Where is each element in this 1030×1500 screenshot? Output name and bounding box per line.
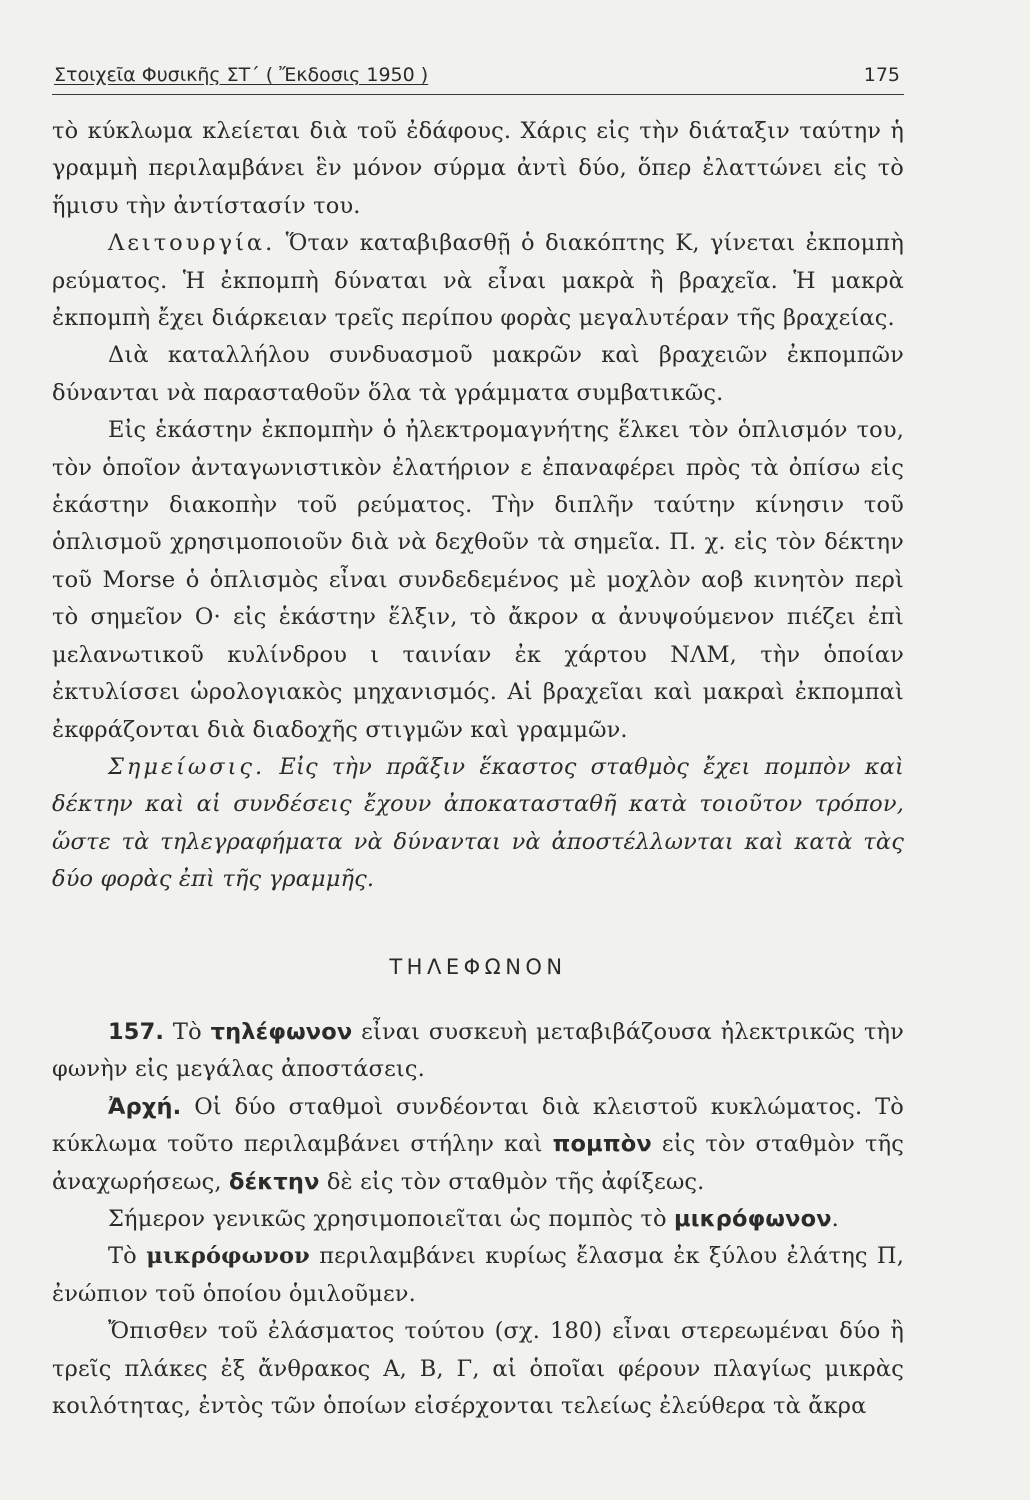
paragraph-operation xyxy=(52,225,904,337)
paragraph-combinations: Διὰ καταλλήλου συνδυασμοῦ μακρῶν καὶ βραχειῶν ἐκπομπῶν δύνανται νὰ παρασταθοῦν ὅλα τὰ γράμματα συμβατικῶς. xyxy=(52,342,904,406)
text-run: περιλαμβάνει κυρίως ἔλασμα ἐκ ξύλου ἐλάτης Π, ἐνώπιον τοῦ ὁποίου ὁμιλοῦμεν. xyxy=(52,1243,905,1307)
note-lead: Σημείωσις. xyxy=(108,753,266,780)
text-run: δὲ εἰς τὸν σταθμὸν τῆς ἀφίξεως. xyxy=(319,1168,705,1195)
operation-text: Ὅταν καταβιβασθῇ ὁ διακόπτης Κ, γίνεται ἐκπομπὴ ρεύματος. Ἡ ἐκπομπὴ δύναται νὰ εἶναι μακρὰ ἢ βραχεῖα. Ἡ μακρὰ ἐκπομπὴ ἔχει διάρκειαν τρεῖς περίπου φορὰς μεγαλυτέραν τῆς βραχείας. xyxy=(52,230,904,332)
text-run: εἶναι συσκευὴ μεταβιβάζουσα ἠλεκτρικῶς τὴν φωνὴν εἰς μεγάλας ἀποστάσεις. xyxy=(52,1018,905,1083)
term-microphone: μικρόφωνον xyxy=(674,1205,832,1232)
page-body xyxy=(52,113,904,1425)
paragraph-carbon-plates: Ὄπισθεν τοῦ ἐλάσματος τούτου (σχ. 180) εἶναι στερεωμέναι δύο ἢ τρεῖς πλάκες ἐξ ἄνθρακος Α, Β, Γ, αἱ ὁποῖαι φέρουν πλαγίως μικρὰς κοιλότητας, ἐντὸς τῶν ὁποίων εἰσέρχονται τελείως ἐλεύθερα τὰ ἄκρα xyxy=(52,1318,904,1419)
text-run: . xyxy=(831,1205,839,1232)
paragraph-continued: τὸ κύκλωμα κλείεται διὰ τοῦ ἐδάφους. Χάρις εἰς τὴν διάταξιν ταύτην ἡ γραμμὴ περιλαμβάνει ἓν μόνον σύρμα ἀντὶ δύο, ὅπερ ἐλαττώνει εἰς τὸ ἥμισυ τὴν ἀντίστασίν του. xyxy=(52,118,904,219)
paragraph-principle xyxy=(52,1089,904,1201)
paragraph-microphone-parts xyxy=(52,1238,904,1313)
note-text: Εἰς τὴν πρᾶξιν ἕκαστος σταθμὸς ἔχει πομπὸν καὶ δέκτην καὶ αἱ συνδέσεις ἔχουν ἀποκατασταθῆ κατὰ τοιοῦτον τρόπον, ὥστε τὰ τηλεγραφήματα νὰ δύνανται νὰ ἀποστέλλωνται καὶ κατὰ τὰς δύο φορὰς ἐπὶ τῆς γραμμῆς. xyxy=(52,753,904,893)
term-microphone-2: μικρόφωνον xyxy=(146,1243,310,1270)
book-page xyxy=(52,58,904,1478)
paragraph-morse-receiver: Εἰς ἑκάστην ἐκπομπὴν ὁ ἠλεκτρομαγνήτης ἕλκει τὸν ὁπλισμόν του, τὸν ὁποῖον ἀνταγωνιστικὸν ἐλατήριον ε ἐπαναφέρει πρὸς τὰ ὀπίσω εἰς ἑκάστην διακοπὴν τοῦ ρεύματος. Τὴν διπλῆν ταύτην κίνησιν τοῦ ὁπλισμοῦ χρησιμοποιοῦν διὰ νὰ δεχθοῦν τὰ σημεῖα. Π. χ. εἰς τὸν δέκτην τοῦ Morse ὁ ὁπλισμὸς εἶναι συνδεδεμένος μὲ μοχλὸν αοβ κινητὸν περὶ τὸ σημεῖον Ο· εἰς ἑκάστην ἕλξιν, τὸ ἄκρον α ἀνυψούμενον πιέζει ἐπὶ μελανωτικοῦ κυλίνδρου ι ταινίαν ἐκ χάρτου ΝΛΜ, τὴν ὁποίαν ἐκτυλίσσει ὡρολογιακὸς μηχανισμός. Αἱ βραχεῖαι καὶ μακραὶ ἐκπομπαὶ ἐκφράζονται διὰ διαδοχῆς στιγμῶν καὶ γραμμῶν. xyxy=(52,417,904,743)
running-title: Στοιχεῖα Φυσικῆς ΣΤ΄ ( Ἔκδοσις 1950 ) xyxy=(54,64,429,86)
operation-lead: Λειτουργία. xyxy=(108,230,276,257)
term-telephone: τηλέφωνον xyxy=(210,1018,353,1045)
text-run: Τὸ xyxy=(164,1018,211,1045)
text-run: εἰς τὸν σταθμὸν τῆς ἀναχωρήσεως, xyxy=(52,1131,904,1195)
term-transmitter: πομπὸν xyxy=(552,1131,652,1158)
paragraph-note xyxy=(52,749,904,899)
term-receiver: δέκτην xyxy=(228,1168,320,1195)
section-heading: ΤΗΛΕΦΩΝΟΝ xyxy=(389,954,567,979)
running-header xyxy=(52,58,904,95)
page-number: 175 xyxy=(863,64,900,86)
paragraph-microphone-use xyxy=(52,1201,904,1238)
text-run: Οἱ δύο σταθμοὶ συνδέονται διὰ κλειστοῦ κυκλώματος. Τὸ κύκλωμα τοῦτο περιλαμβάνει στήλην καὶ xyxy=(52,1093,904,1158)
section-number: 157. xyxy=(108,1018,165,1045)
principle-lead: Ἀρχή. xyxy=(108,1093,182,1120)
text-run: Σήμερον γενικῶς χρησιμοποιεῖται ὡς πομπὸς τὸ xyxy=(108,1205,675,1232)
text-run: Τὸ xyxy=(108,1243,147,1270)
paragraph-telephone-definition xyxy=(52,1014,904,1089)
